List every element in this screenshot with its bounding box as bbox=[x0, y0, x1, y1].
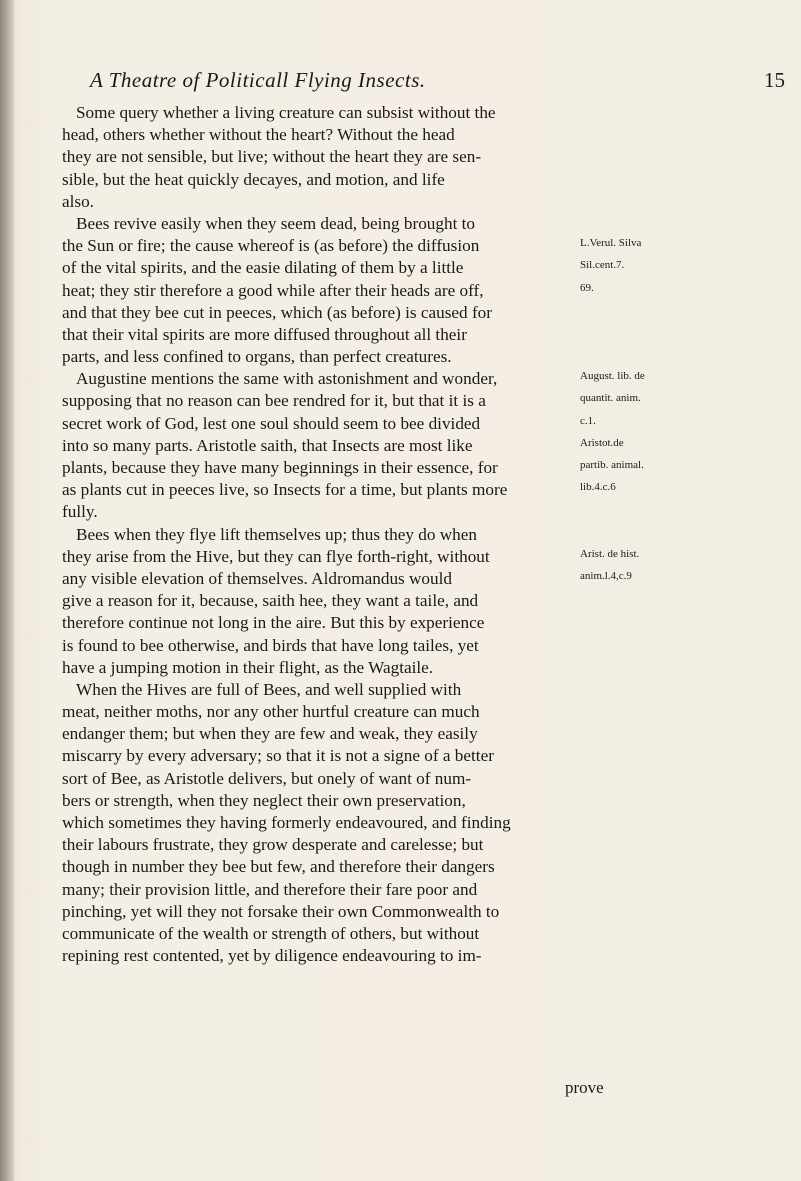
line-text: have a jumping motion in their flight, as the Wagtaile. bbox=[62, 657, 434, 677]
text-line bbox=[62, 635, 801, 657]
margin-note: 69. bbox=[580, 281, 594, 294]
line-text: though in number they bee but few, and therefore their dangers bbox=[62, 857, 495, 877]
line-text: into so many parts. Aristotle saith, that Insects are most like bbox=[62, 435, 473, 455]
text-line bbox=[62, 346, 801, 368]
line-text: Bees when they flye lift themselves up; thus they do when bbox=[76, 524, 477, 544]
line-text: meat, neither moths, nor any other hurtful creature can much bbox=[62, 702, 480, 722]
page-number: 15 bbox=[764, 68, 785, 92]
text-line bbox=[62, 257, 801, 279]
margin-note: partib. animal. bbox=[580, 459, 644, 471]
margin-note: c.1. bbox=[580, 414, 596, 427]
text-line bbox=[62, 169, 801, 191]
text-line bbox=[62, 479, 801, 501]
line-text: plants, because they have many beginnings in their essence, for bbox=[62, 458, 498, 477]
text-line bbox=[62, 213, 801, 235]
margin-note: Arist. de hist. bbox=[580, 547, 640, 560]
text-line bbox=[62, 524, 801, 546]
text-line bbox=[62, 457, 801, 479]
text-line bbox=[62, 945, 801, 967]
text-line bbox=[62, 501, 801, 523]
body-text bbox=[62, 102, 801, 967]
text-line bbox=[62, 901, 801, 923]
line-text: and that they bee cut in peeces, which (as before) is caused for bbox=[62, 302, 492, 322]
line-text: head, others whether without the heart? Without the head bbox=[62, 125, 455, 145]
text-line bbox=[62, 701, 801, 723]
text-line bbox=[62, 723, 801, 745]
line-text: pinching, yet will they not forsake their own Commonwealth to bbox=[62, 901, 500, 921]
line-text: of the vital spirits, and the easie dilating of them by a little bbox=[62, 258, 464, 278]
line-text: therefore continue not long in the aire. But this by experience bbox=[62, 613, 485, 633]
text-line bbox=[62, 235, 801, 257]
text-line bbox=[62, 413, 801, 435]
margin-note: lib.4.c.6 bbox=[580, 481, 616, 494]
line-text: as plants cut in peeces live, so Insects for a time, but plants more bbox=[62, 480, 508, 500]
line-text: Some query whether a living creature can subsist without the bbox=[76, 103, 496, 122]
line-text: communicate of the wealth or strength of others, but without bbox=[62, 923, 480, 943]
margin-note: Sil.cent.7. bbox=[580, 259, 625, 272]
text-line bbox=[62, 280, 801, 302]
margin-note: Aristot.de bbox=[580, 436, 624, 449]
line-text: the Sun or fire; the cause whereof is (as before) the diffusion bbox=[62, 236, 480, 256]
margin-note: quantit. anim. bbox=[580, 392, 641, 405]
margin-note: August. lib. de bbox=[580, 370, 645, 383]
line-text: fully. bbox=[62, 502, 98, 522]
line-text: secret work of God, lest one soul should seem to bee divided bbox=[62, 413, 481, 433]
line-text: parts, and less confined to organs, than perfect creatures. bbox=[62, 347, 452, 367]
line-text: they are not sensible, but live; without the heart they are sen- bbox=[62, 147, 482, 167]
line-text: repining rest contented, yet by diligence endeavouring to im- bbox=[62, 946, 482, 966]
running-title: A Theatre of Politicall Flying Insects. bbox=[90, 68, 426, 92]
text-line bbox=[62, 546, 801, 568]
line-text: their labours frustrate, they grow desperate and carelesse; but bbox=[62, 835, 484, 855]
text-line bbox=[62, 856, 801, 878]
line-text: heat; they stir therefore a good while after their heads are off, bbox=[62, 280, 484, 300]
line-text: Bees revive easily when they seem dead, being brought to bbox=[76, 213, 476, 233]
text-line bbox=[62, 368, 801, 390]
text-line bbox=[62, 923, 801, 945]
text-line bbox=[62, 745, 801, 767]
line-text: is found to bee otherwise, and birds that have long tailes, yet bbox=[62, 635, 479, 655]
text-line bbox=[62, 302, 801, 324]
line-text: sort of Bee, as Aristotle delivers, but onely of want of num- bbox=[62, 768, 472, 788]
page-header bbox=[90, 68, 790, 100]
text-line bbox=[62, 812, 801, 834]
text-line bbox=[62, 390, 801, 412]
line-text: miscarry by every adversary; so that it is not a signe of a better bbox=[62, 746, 494, 766]
text-line bbox=[62, 435, 801, 457]
text-line bbox=[62, 146, 801, 168]
text-line bbox=[62, 102, 801, 124]
text-line bbox=[62, 790, 801, 812]
text-line bbox=[62, 612, 801, 634]
line-text: any visible elevation of themselves. Aldromandus would bbox=[62, 568, 452, 588]
catchword: prove bbox=[565, 1078, 604, 1097]
text-line bbox=[62, 879, 801, 901]
line-text: that their vital spirits are more diffused throughout all their bbox=[62, 324, 467, 344]
line-text: which sometimes they having formerly endeavoured, and finding bbox=[62, 813, 511, 832]
text-line bbox=[62, 834, 801, 856]
text-line bbox=[62, 191, 801, 213]
line-text: bers or strength, when they neglect their own preservation, bbox=[62, 790, 466, 810]
text-line bbox=[62, 324, 801, 346]
line-text: give a reason for it, because, saith hee, they want a taile, and bbox=[62, 591, 479, 611]
margin-note: anim.l.4,c.9 bbox=[580, 569, 632, 582]
text-line bbox=[62, 568, 801, 590]
binding-shadow bbox=[0, 0, 14, 1181]
line-text: also. bbox=[62, 191, 94, 211]
margin-note: L.Verul. Silva bbox=[580, 237, 642, 250]
line-text: When the Hives are full of Bees, and well supplied with bbox=[76, 679, 462, 699]
text-line bbox=[62, 657, 801, 679]
line-text: sible, but the heat quickly decayes, and motion, and life bbox=[62, 169, 445, 189]
text-line bbox=[62, 679, 801, 701]
line-text: they arise from the Hive, but they can flye forth-right, without bbox=[62, 546, 490, 566]
line-text: supposing that no reason can bee rendred for it, but that it is a bbox=[62, 391, 486, 411]
line-text: endanger them; but when they are few and weak, they easily bbox=[62, 724, 478, 744]
line-text: many; their provision little, and therefore their fare poor and bbox=[62, 879, 478, 899]
line-text: Augustine mentions the same with astonishment and wonder, bbox=[76, 369, 498, 389]
text-line bbox=[62, 590, 801, 612]
text-line bbox=[62, 124, 801, 146]
text-line bbox=[62, 768, 801, 790]
